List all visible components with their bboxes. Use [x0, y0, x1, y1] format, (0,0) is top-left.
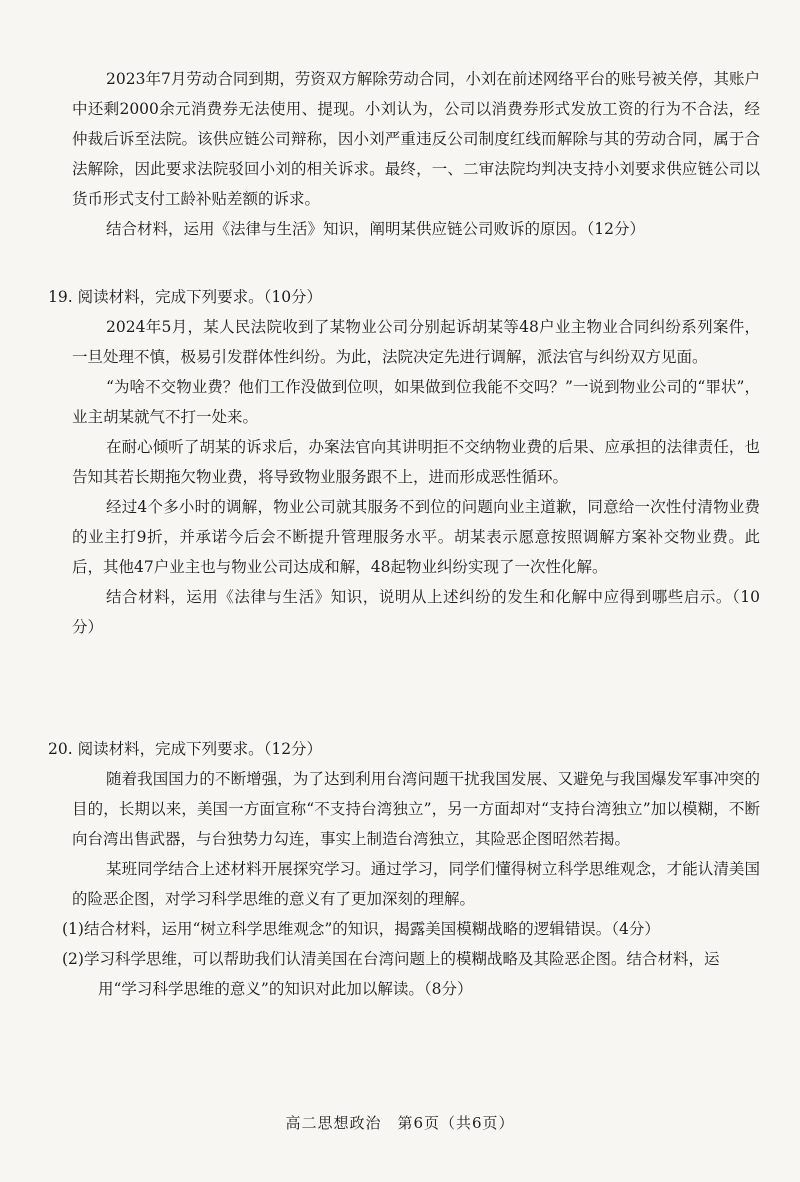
q19-task: 结合材料，运用《法律与生活》知识，说明从上述纠纷的发生和化解中应得到哪些启示。（10分）: [72, 588, 760, 636]
q20-paragraph-1: 随着我国国力的不断增强，为了达到利用台湾问题干扰我国发展、又避免与我国爆发军事冲突的目的，长期以来，美国一方面宣称“不支持台湾独立”，另一方面却对“支持台湾独立”加以模糊，不断向台湾出售武器，与台独势力勾连，事实上制造台湾独立，其险恶企图昭然若揭。: [72, 770, 760, 848]
q20-paragraph-2: 某班同学结合上述材料开展探究学习。通过学习，同学们懂得树立科学思维观念，才能认清美国的险恶企图，对学习科学思维的意义有了更加深刻的理解。: [72, 860, 760, 908]
question-18-continuation: [72, 64, 760, 244]
q19-paragraph-3: 在耐心倾听了胡某的诉求后，办案法官向其讲明拒不交纳物业费的后果、应承担的法律责任，也告知其若长期拖欠物业费，将导致物业服务跟不上，进而形成恶性循环。: [72, 438, 760, 486]
q19-paragraph-1: 2024年5月，某人民法院收到了某物业公司分别起诉胡某等48户业主物业合同纠纷系列案件，一旦处理不慎，极易引发群体性纠纷。为此，法院决定先进行调解，派法官与纠纷双方见面。: [72, 318, 760, 366]
q19-title: 19. 阅读材料，完成下列要求。（10分）: [48, 288, 323, 306]
question-20: [48, 734, 760, 1004]
page-footer: 高二思想政治 第6页（共6页）: [285, 1114, 515, 1132]
q20-title: 20. 阅读材料，完成下列要求。（12分）: [48, 740, 323, 758]
question-19: [48, 282, 760, 642]
q18-task: 结合材料，运用《法律与生活》知识，阐明某供应链公司败诉的原因。（12分）: [106, 220, 645, 238]
q18-material-paragraph: 2023年7月劳动合同到期，劳资双方解除劳动合同，小刘在前述网络平台的账号被关停，其账户中还剩2000余元消费券无法使用、提现。小刘认为，公司以消费券形式发放工资的行为不合法，经仲裁后诉至法院。该供应链公司辩称，因小刘严重违反公司制度红线而解除与其的劳动合同，属于合法解除，因此要求法院驳回小刘的相关诉求。最终，一、二审法院均判决支持小刘要求供应链公司以货币形式支付工龄补贴差额的诉求。: [72, 70, 760, 208]
q19-paragraph-2: “为啥不交物业费？他们工作没做到位呗，如果做到位我能不交吗？”一说到物业公司的“罪状”，业主胡某就气不打一处来。: [72, 378, 760, 426]
q20-subquestion-2: (2)学习科学思维，可以帮助我们认清美国在台湾问题上的模糊战略及其险恶企图。结合材料，运用“学习科学思维的意义”的知识对此加以解读。（8分）: [62, 950, 720, 998]
q19-paragraph-4: 经过4个多小时的调解，物业公司就其服务不到位的问题向业主道歉，同意给一次性付清物业费的业主打9折，并承诺今后会不断提升管理服务水平。胡某表示愿意按照调解方案补交物业费。此后，其他47户业主也与物业公司达成和解，48起物业纠纷实现了一次性化解。: [72, 498, 760, 576]
q20-subquestion-1: (1)结合材料，运用“树立科学思维观念”的知识，揭露美国模糊战略的逻辑错误。（4分）: [62, 920, 660, 938]
